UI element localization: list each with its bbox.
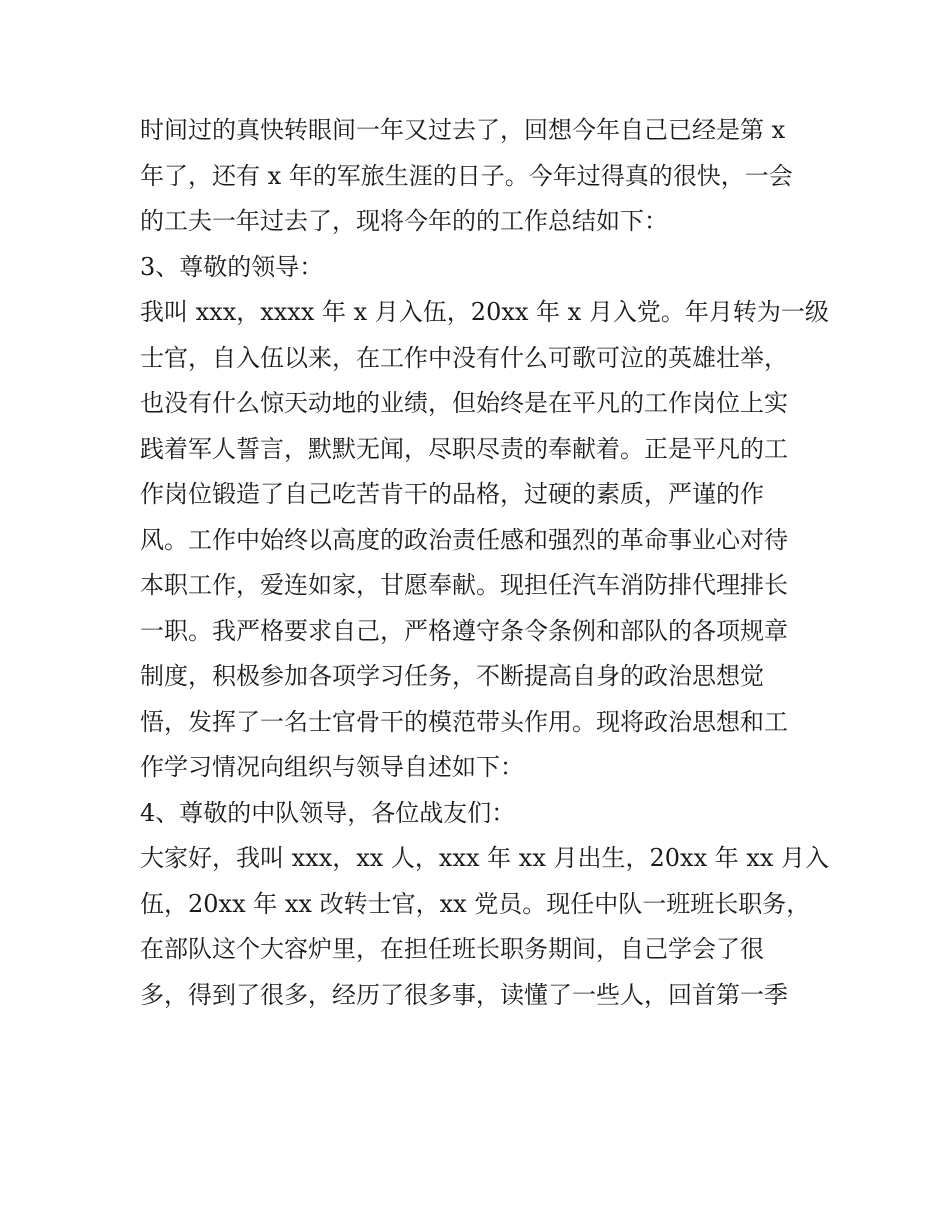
text-line: 时间过的真快转眼间一年又过去了，回想今年自己已经是第 x (140, 116, 786, 144)
text-line: 一职。我严格要求自己，严格遵守条令条例和部队的各项规章 (140, 616, 788, 645)
text-line: 风。工作中始终以高度的政治责任感和强烈的革命事业心对待 (140, 525, 788, 554)
section-heading: 4、尊敬的中队领导，各位战友们： (140, 798, 516, 827)
text-line: 伍，20xx 年 xx 改转士官，xx 党员。现任中队一班班长职务， (140, 889, 811, 918)
text-line: 年了，还有 x 年的军旅生涯的日子。今年过得真的很快，一会 (140, 161, 793, 190)
text-line: 悟，发挥了一名士官骨干的模范带头作用。现将政治思想和工 (140, 707, 788, 736)
document-body (140, 108, 830, 1018)
text-line: 作学习情况向组织与领导自述如下： (140, 753, 524, 781)
text-line: 我叫 xxx，xxxx 年 x 月入伍，20xx 年 x 月入党。年月转为一级 (140, 298, 829, 326)
text-line: 在部队这个大容炉里，在担任班长职务期间，自己学会了很 (140, 935, 764, 963)
text-line: 也没有什么惊天动地的业绩，但始终是在平凡的工作岗位上实 (140, 389, 788, 417)
text-line: 士官，自入伍以来，在工作中没有什么可歌可泣的英雄壮举， (140, 343, 788, 372)
text-line: 践着军人誓言，默默无闻，尽职尽责的奉献着。正是平凡的工 (140, 434, 788, 463)
text-line: 制度，积极参加各项学习任务，不断提高自身的政治思想觉 (140, 662, 764, 690)
section-heading: 3、尊敬的领导： (140, 252, 324, 281)
text-line: 多，得到了很多，经历了很多事，读懂了一些人，回首第一季 (140, 980, 788, 1009)
text-line: 大家好，我叫 xxx，xx 人，xxx 年 xx 月出生，20xx 年 xx 月入 (140, 844, 830, 872)
text-line: 本职工作，爱连如家，甘愿奉献。现担任汽车消防排代理排长 (140, 571, 788, 599)
text-line: 的工夫一年过去了，现将今年的的工作总结如下： (140, 207, 668, 235)
text-line: 作岗位锻造了自己吃苦肯干的品格，过硬的素质，严谨的作 (140, 480, 764, 508)
